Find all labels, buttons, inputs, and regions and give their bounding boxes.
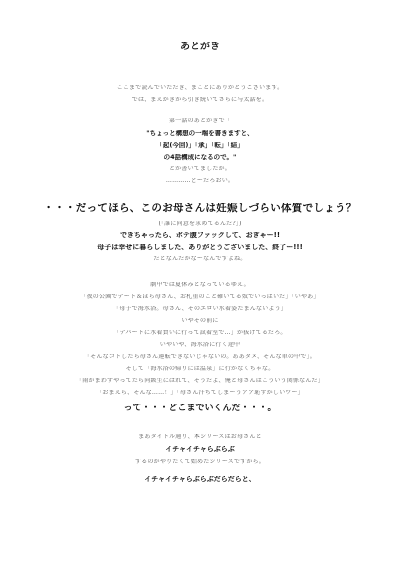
quote-line-3: の4話構成になるので。" — [163, 154, 237, 161]
exclaim-line-1: できちゃったら、ボテ腹ファックして、おぎゃー!! — [119, 232, 281, 239]
closing-line-1: まあタイトル通り、本シリーズはお母さんと — [138, 434, 262, 440]
story-line-9: 「雨がまわずやってたら同級生にばれて、そうだよ、俺と母さんはこういう関係なんだ」 — [76, 378, 324, 384]
closing-line-2: するのがやりたくて始めたシリーズですから。 — [135, 459, 265, 465]
story-line-5: 「デパートに水着買いに行って試着室で…」が抜けてるだろ。 — [113, 330, 287, 336]
story-line-8: そして「海水浴の帰りには温泉」に行かなくちゃな。 — [125, 366, 275, 372]
aside-text: (「誰に同意を求めてるんだ?」) — [158, 221, 242, 227]
story-line-4: いやその前に — [181, 318, 219, 324]
story-line-3: 「母子で海水浴。母さん、そのエロい水着姿たまんないよう」 — [113, 306, 287, 312]
story-line-10: 「おまえら、そんな……！」「母さん汗ちてしまーうアア恥ずかしいワー」 — [96, 390, 304, 396]
page-title: あとがき — [180, 42, 220, 52]
story-line-7: 「そんなコトしたら母さん運転できないじゃないの。ああダメ、そんな車の中で」。 — [83, 354, 316, 360]
story-line-6: いやいや、海水浴に行く途中 — [159, 342, 241, 348]
exclaim-line-2: 母子は幸せに暮らしました、ありがとうございました、終了ー!!! — [97, 244, 303, 251]
intro-line-2: では、まえがきから引き続いてさらに与太話を。 — [131, 97, 269, 103]
icha-line-2: イチャイチャらぶらぶだらだらと、 — [144, 476, 256, 483]
first-afterword-dots: …………どーだろおい。 — [165, 178, 235, 184]
story-line-1: 劇中では夏休みとなっているゆえ。 — [150, 282, 250, 288]
story-line-2: 「夜の公園でデート＆ほら母さん、お札重のこと確いてる奴でいっぱいだ」「いやあ」 — [80, 294, 320, 300]
quote-line-2: 「起(今回)」「承」「転」「結」 — [156, 142, 244, 149]
quote-line-1: "ちょっと構想の一端を書きますと、 — [146, 130, 254, 137]
first-afterword-note: とか書いてましたが。 — [168, 166, 231, 172]
intro-line-1: ここまで読んでいただき、まことにありがとうございます。 — [116, 85, 284, 91]
question-heading: ・・・だってほら、このお母さんは妊娠しづらい体質でしょう？ — [43, 203, 357, 214]
exclaim-after: だとなんだかなーなんですよね。 — [153, 256, 247, 262]
first-afterword-label: 第一話のあとがきで「 — [168, 118, 231, 124]
icha-line-1: イチャイチャらぶらぶ — [165, 446, 235, 453]
where-heading: って・・・どこまでいくんだ・・・。 — [123, 404, 277, 413]
